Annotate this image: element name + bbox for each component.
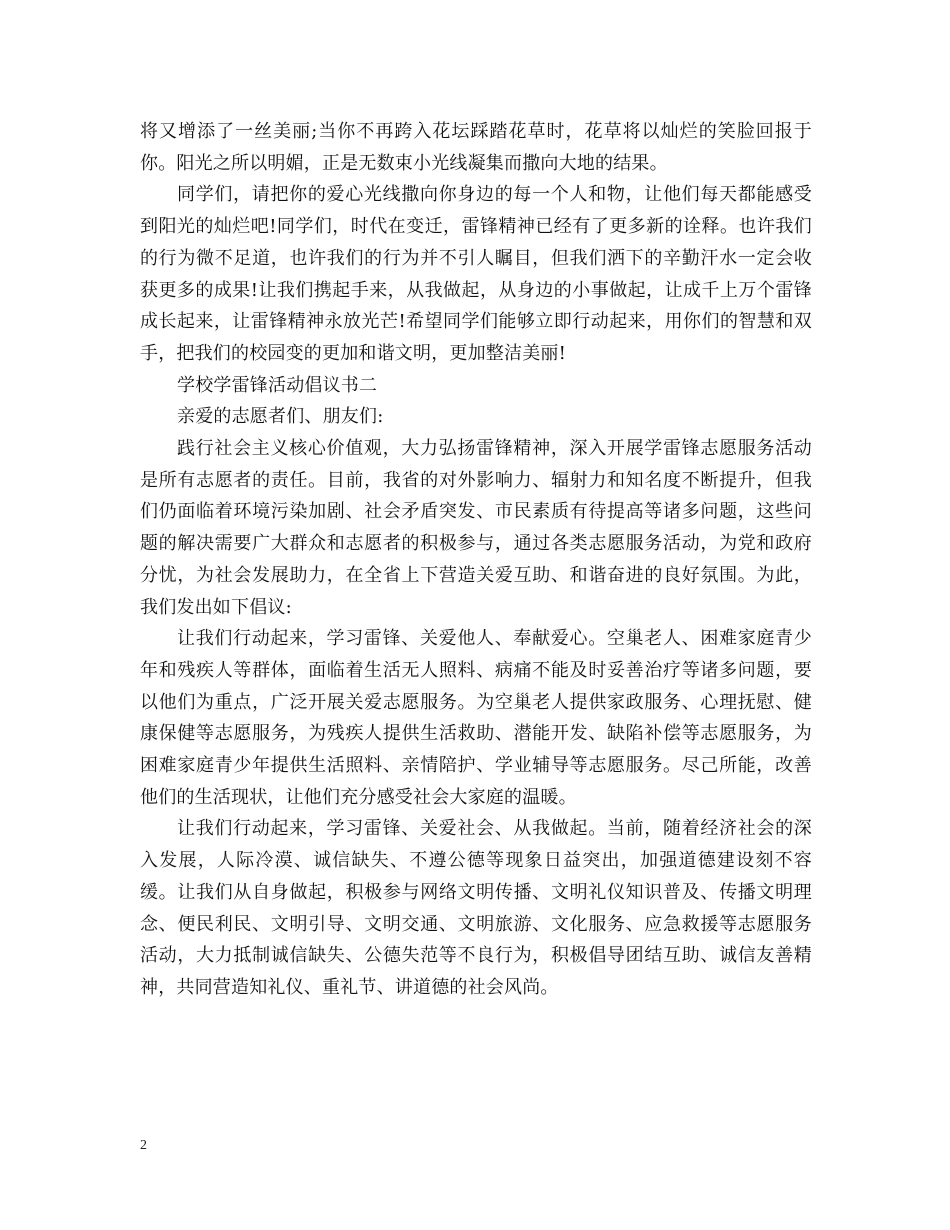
paragraph-6: 让我们行动起来，学习雷锋、关爱他人、奉献爱心。空巢老人、困难家庭青少年和残疾人等群体，面临着生活无人照料、病痛不能及时妥善治疗等诸多问题，要以他们为重点，广泛开展关爱志愿服务。为空巢老人提供家政服务、心理抚慰、健康保健等志愿服务，为残疾人提供生活救助、潜能开发、缺陷补偿等志愿服务，为困难家庭青少年提供生活照料、亲情陪护、学业辅导等志愿服务。尽己所能，改善他们的生活现状，让他们充分感受社会大家庭的温暖。 <box>140 628 812 808</box>
paragraph-1: 将又增添了一丝美丽;当你不再跨入花坛踩踏花草时，花草将以灿烂的笑脸回报于你。阳光之所以明媚，正是无数束小光线凝集而撒向大地的结果。 <box>140 121 812 174</box>
document-body <box>140 116 812 1004</box>
paragraph-7: 让我们行动起来，学习雷锋、关爱社会、从我做起。当前，随着经济社会的深入发展，人际冷漠、诚信缺失、不遵公德等现象日益突出，加强道德建设刻不容缓。让我们从自身做起，积极参与网络文明传播、文明礼仪知识普及、传播文明理念、便民利民、文明引导、文明交通、文明旅游、文化服务、应急救援等志愿服务活动，大力抵制诚信缺失、公德失范等不良行为，积极倡导团结互助、诚信友善精神，共同营造知礼仪、重礼节、讲道德的社会风尚。 <box>140 818 812 998</box>
section-heading: 学校学雷锋活动倡议书二 <box>177 374 378 396</box>
paragraph-2: 同学们，请把你的爱心光线撒向你身边的每一个人和物，让他们每天都能感受到阳光的灿烂吧!同学们，时代在变迁，雷锋精神已经有了更多新的诠释。也许我们的行为微不足道，也许我们的行为并不引人瞩目，但我们洒下的辛勤汗水一定会收获更多的成果!让我们携起手来，从我做起，从身边的小事做起，让成千上万个雷锋成长起来，让雷锋精神永放光芒!希望同学们能够立即行动起来，用你们的智慧和双手，把我们的校园变的更加和谐文明，更加整洁美丽! <box>140 184 812 364</box>
salutation: 亲爱的志愿者们、朋友们: <box>177 406 384 428</box>
page-number: 2 <box>140 1138 147 1153</box>
paragraph-5: 践行社会主义核心价值观，大力弘扬雷锋精神，深入开展学雷锋志愿服务活动是所有志愿者的责任。目前，我省的对外影响力、辐射力和知名度不断提升，但我们仍面临着环境污染加剧、社会矛盾突发、市民素质有待提高等诸多问题，这些问题的解决需要广大群众和志愿者的积极参与，通过各类志愿服务活动，为党和政府分忧，为社会发展助力，在全省上下营造关爱互助、和谐奋进的良好氛围。为此，我们发出如下倡议: <box>140 438 812 618</box>
